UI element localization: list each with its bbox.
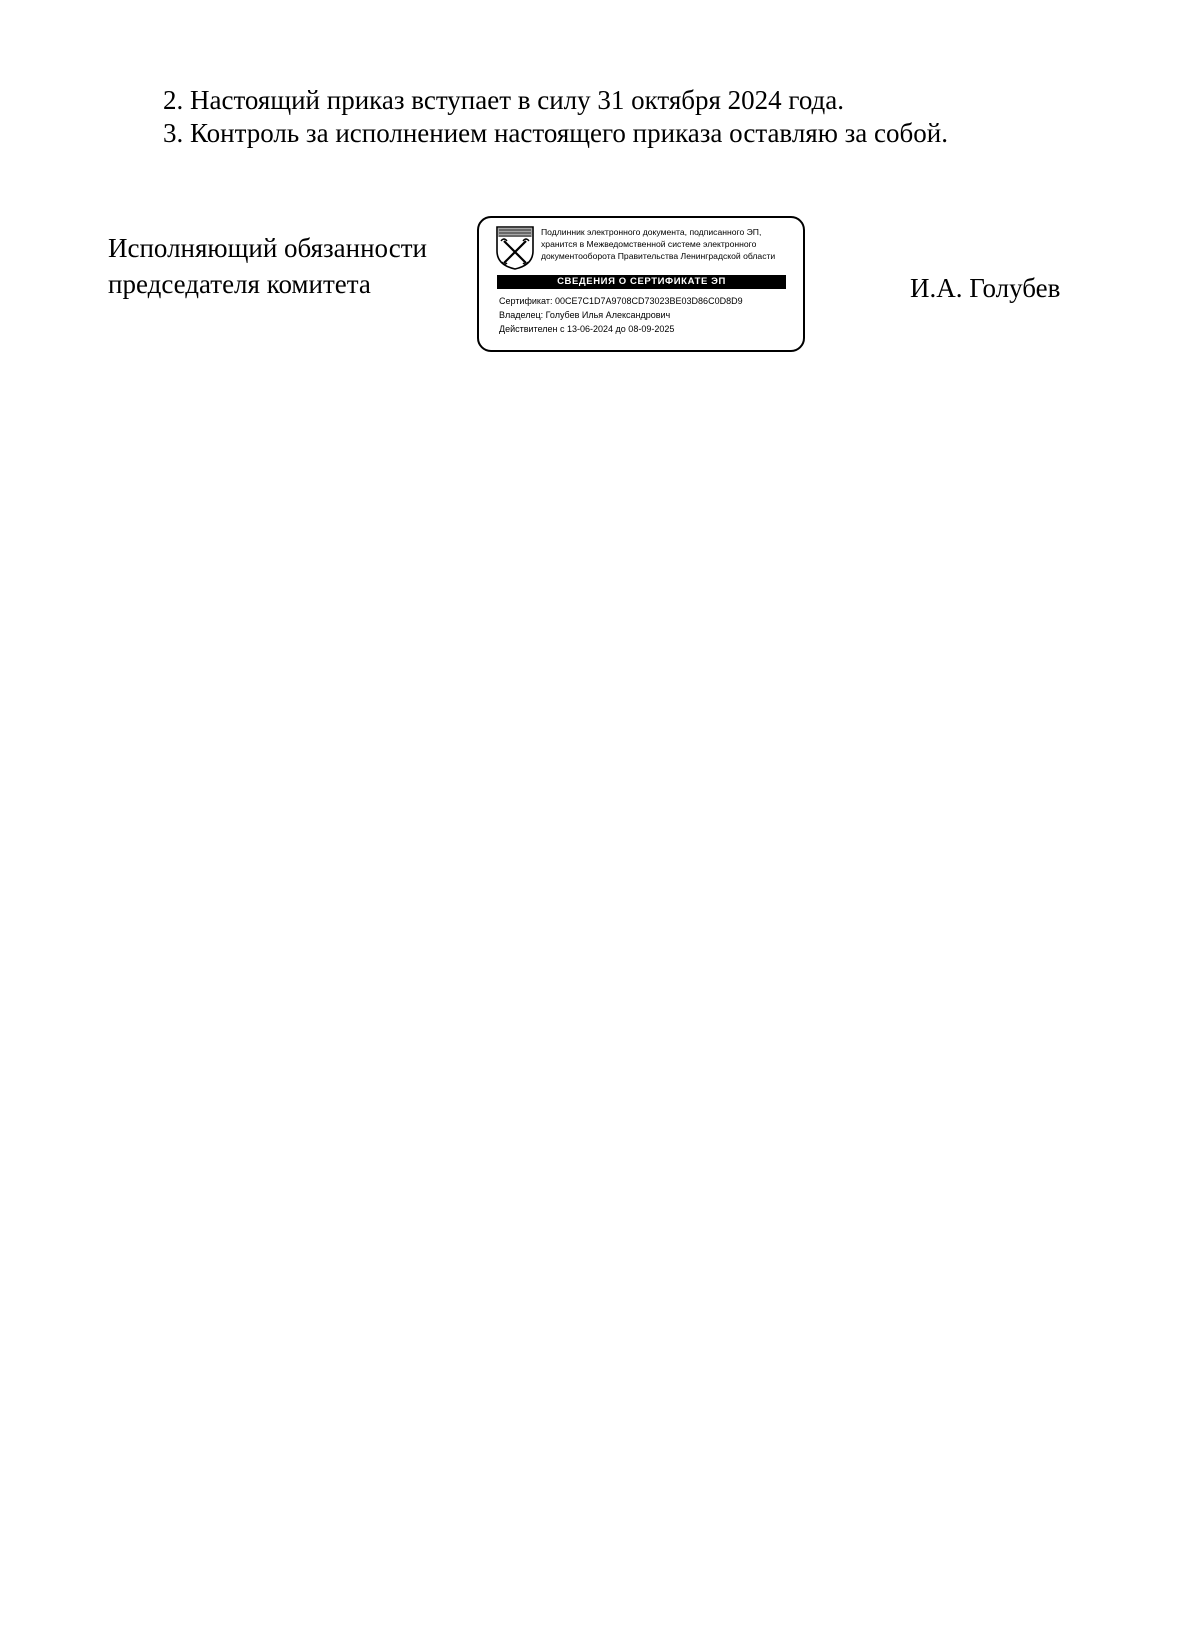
certificate-number: Сертификат: 00CE7C1D7A9708CD73023BE03D86C0D8D9: [499, 296, 743, 306]
certificate-info-bar: СВЕДЕНИЯ О СЕРТИФИКАТЕ ЭП: [497, 275, 786, 289]
signer-name: И.А. Голубев: [910, 273, 1061, 303]
position-line-1: Исполняющий обязанности: [108, 233, 427, 263]
certificate-details: [499, 294, 743, 336]
stamp-header-line-1: Подлинник электронного документа, подписанного ЭП,: [541, 227, 762, 237]
order-item-2: 2. Настоящий приказ вступает в силу 31 октября 2024 года.: [163, 85, 845, 115]
position-line-2: председателя комитета: [108, 269, 371, 299]
coat-of-arms-icon: [495, 225, 535, 271]
certificate-validity: Действителен с 13-06-2024 до 08-09-2025: [499, 324, 675, 334]
stamp-header-line-3: документооборота Правительства Ленинградской области: [541, 251, 776, 261]
stamp-header-line-2: хранится в Межведомственной системе электронного: [541, 239, 757, 249]
electronic-signature-stamp: [477, 216, 805, 352]
order-item-3: 3. Контроль за исполнением настоящего приказа оставляю за собой.: [163, 118, 948, 148]
stamp-header: [541, 226, 775, 262]
signatory-position: [108, 230, 427, 302]
certificate-owner: Владелец: Голубев Илья Александрович: [499, 310, 671, 320]
